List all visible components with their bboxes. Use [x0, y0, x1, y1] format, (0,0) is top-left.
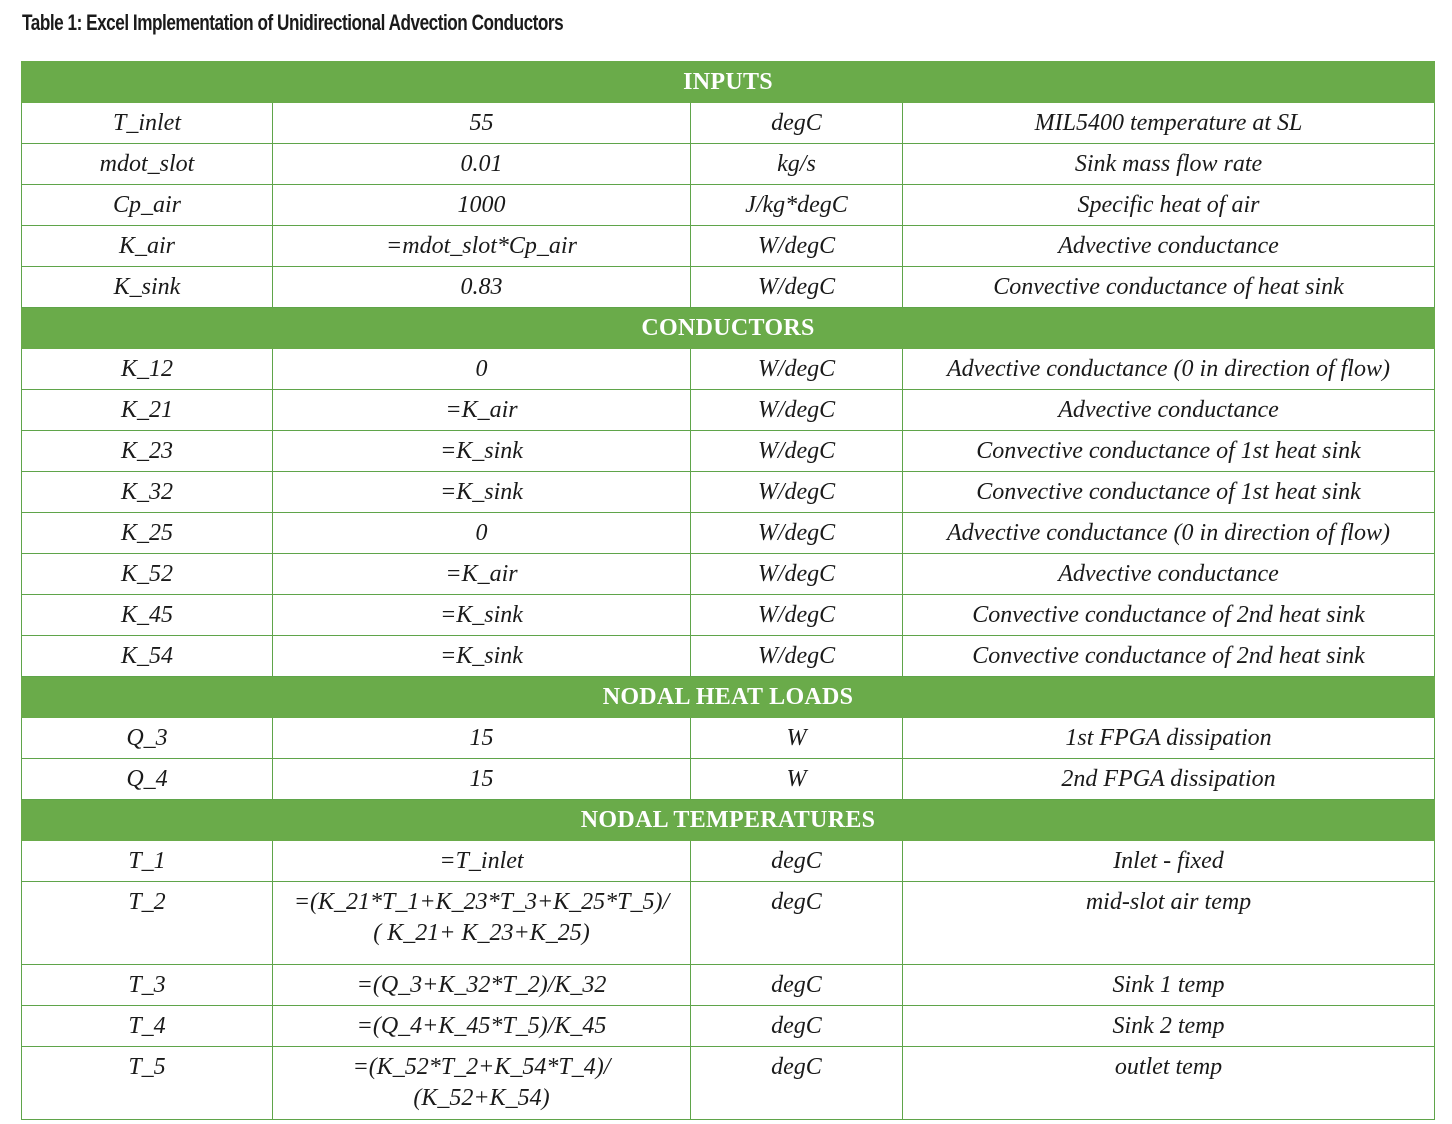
table-row	[22, 595, 1435, 636]
cell-unit: W/degC	[691, 513, 903, 554]
cell-value: =(Q_4+K_45*T_5)/K_45	[273, 1006, 691, 1047]
table-row	[22, 554, 1435, 595]
cell-value: 0.83	[273, 267, 691, 308]
cell-value: =T_inlet	[273, 841, 691, 882]
cell-name: T_5	[22, 1047, 273, 1120]
cell-value: =(Q_3+K_32*T_2)/K_32	[273, 965, 691, 1006]
table-row	[22, 472, 1435, 513]
cell-name: K_52	[22, 554, 273, 595]
cell-value: =K_sink	[273, 595, 691, 636]
section-title: CONDUCTORS	[22, 308, 1435, 349]
cell-description: Advective conductance (0 in direction of flow)	[903, 349, 1435, 390]
cell-value: 0	[273, 513, 691, 554]
table-row	[22, 965, 1435, 1006]
cell-value: 55	[273, 103, 691, 144]
cell-description: Advective conductance	[903, 554, 1435, 595]
cell-value: 0	[273, 349, 691, 390]
cell-value: =K_air	[273, 554, 691, 595]
cell-description: Specific heat of air	[903, 185, 1435, 226]
table-row	[22, 841, 1435, 882]
table-row	[22, 1047, 1435, 1120]
formula-line-2: ( K_21+ K_23+K_25)	[373, 920, 590, 946]
table-row	[22, 513, 1435, 554]
table-row	[22, 759, 1435, 800]
cell-name: K_21	[22, 390, 273, 431]
data-table	[21, 61, 1435, 1120]
cell-description: Advective conductance (0 in direction of flow)	[903, 513, 1435, 554]
cell-description: outlet temp	[903, 1047, 1435, 1120]
cell-name: T_1	[22, 841, 273, 882]
cell-unit: W	[691, 718, 903, 759]
cell-unit: degC	[691, 841, 903, 882]
formula-line-2: (K_52+K_54)	[413, 1085, 550, 1111]
cell-description: Convective conductance of 2nd heat sink	[903, 636, 1435, 677]
cell-name: K_45	[22, 595, 273, 636]
cell-unit: W/degC	[691, 390, 903, 431]
cell-unit: W/degC	[691, 636, 903, 677]
table-row	[22, 349, 1435, 390]
cell-name: Q_4	[22, 759, 273, 800]
table-row	[22, 390, 1435, 431]
cell-value: 0.01	[273, 144, 691, 185]
cell-unit: degC	[691, 1006, 903, 1047]
cell-value: =K_sink	[273, 636, 691, 677]
cell-description: Sink mass flow rate	[903, 144, 1435, 185]
section-header-nodal-heat-loads	[22, 677, 1435, 718]
section-header-inputs	[22, 62, 1435, 103]
cell-value: 15	[273, 718, 691, 759]
cell-description: Convective conductance of 2nd heat sink	[903, 595, 1435, 636]
cell-name: K_23	[22, 431, 273, 472]
cell-unit: degC	[691, 103, 903, 144]
cell-unit: kg/s	[691, 144, 903, 185]
cell-name: K_12	[22, 349, 273, 390]
cell-value: =mdot_slot*Cp_air	[273, 226, 691, 267]
formula-line-1: =(K_52*T_2+K_54*T_4)/	[352, 1054, 611, 1080]
cell-name: T_4	[22, 1006, 273, 1047]
cell-name: K_air	[22, 226, 273, 267]
table-row	[22, 185, 1435, 226]
cell-value	[273, 1047, 691, 1120]
table-row	[22, 636, 1435, 677]
cell-description: 2nd FPGA dissipation	[903, 759, 1435, 800]
cell-unit: W/degC	[691, 554, 903, 595]
cell-name: Q_3	[22, 718, 273, 759]
cell-description: Sink 1 temp	[903, 965, 1435, 1006]
cell-name: T_2	[22, 882, 273, 965]
cell-name: K_25	[22, 513, 273, 554]
cell-value: =K_air	[273, 390, 691, 431]
cell-description: Convective conductance of heat sink	[903, 267, 1435, 308]
table-row	[22, 226, 1435, 267]
cell-name: K_54	[22, 636, 273, 677]
cell-unit: degC	[691, 882, 903, 965]
cell-value: =K_sink	[273, 431, 691, 472]
cell-description: MIL5400 temperature at SL	[903, 103, 1435, 144]
cell-description: 1st FPGA dissipation	[903, 718, 1435, 759]
cell-unit: W	[691, 759, 903, 800]
cell-unit: W/degC	[691, 472, 903, 513]
cell-description: Advective conductance	[903, 390, 1435, 431]
cell-name: K_sink	[22, 267, 273, 308]
table-caption: Table 1: Excel Implementation of Unidirectional Advection Conductors	[22, 10, 564, 35]
table-row	[22, 1006, 1435, 1047]
cell-description: Advective conductance	[903, 226, 1435, 267]
cell-unit: degC	[691, 965, 903, 1006]
cell-description: Convective conductance of 1st heat sink	[903, 472, 1435, 513]
cell-description: mid-slot air temp	[903, 882, 1435, 965]
cell-name: mdot_slot	[22, 144, 273, 185]
cell-description: Inlet - fixed	[903, 841, 1435, 882]
cell-value: 1000	[273, 185, 691, 226]
section-header-conductors	[22, 308, 1435, 349]
cell-name: T_inlet	[22, 103, 273, 144]
cell-value	[273, 882, 691, 965]
cell-unit: W/degC	[691, 595, 903, 636]
cell-value: 15	[273, 759, 691, 800]
section-header-nodal-temperatures	[22, 800, 1435, 841]
table-row	[22, 103, 1435, 144]
cell-unit: J/kg*degC	[691, 185, 903, 226]
cell-name: T_3	[22, 965, 273, 1006]
cell-unit: W/degC	[691, 267, 903, 308]
section-title: INPUTS	[22, 62, 1435, 103]
section-title: NODAL TEMPERATURES	[22, 800, 1435, 841]
formula-line-1: =(K_21*T_1+K_23*T_3+K_25*T_5)/	[293, 889, 670, 915]
cell-name: Cp_air	[22, 185, 273, 226]
table-row	[22, 267, 1435, 308]
cell-value: =K_sink	[273, 472, 691, 513]
cell-description: Sink 2 temp	[903, 1006, 1435, 1047]
table-row	[22, 718, 1435, 759]
cell-unit: W/degC	[691, 349, 903, 390]
cell-unit: W/degC	[691, 431, 903, 472]
cell-unit: degC	[691, 1047, 903, 1120]
cell-name: K_32	[22, 472, 273, 513]
cell-unit: W/degC	[691, 226, 903, 267]
table-row	[22, 144, 1435, 185]
table-row	[22, 431, 1435, 472]
section-title: NODAL HEAT LOADS	[22, 677, 1435, 718]
table-row	[22, 882, 1435, 965]
cell-description: Convective conductance of 1st heat sink	[903, 431, 1435, 472]
